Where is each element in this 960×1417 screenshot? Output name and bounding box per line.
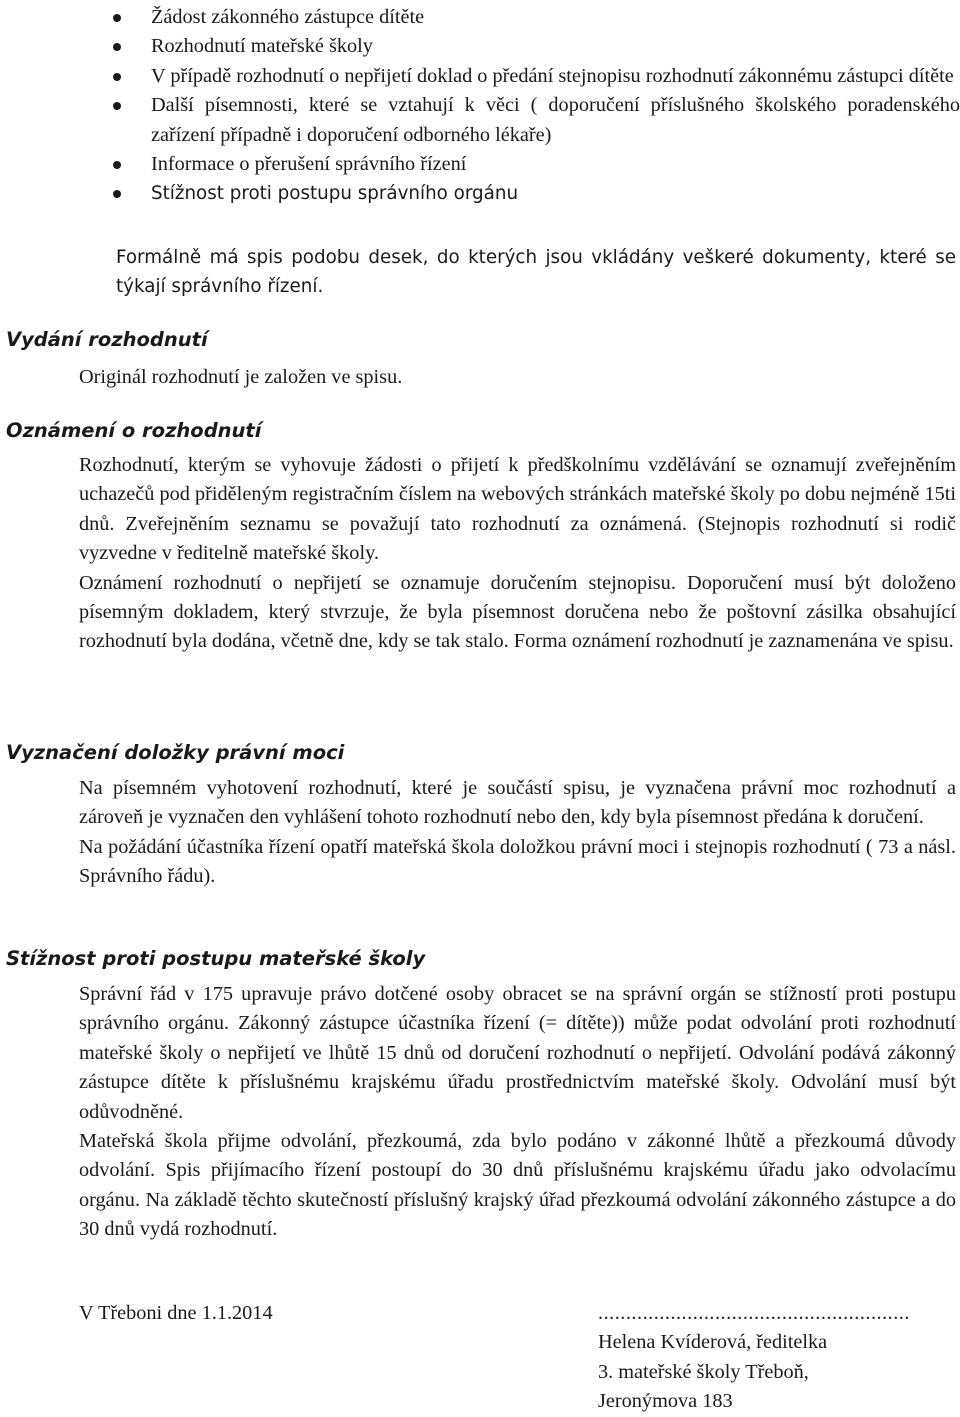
bullet-icon <box>113 14 121 22</box>
place-date: V Třeboni dne 1.1.2014 <box>79 1302 273 1324</box>
school-address: Jeronýmova 183 <box>598 1390 733 1413</box>
section-heading-vydani: Vydání rozhodnutí <box>6 328 208 351</box>
section-dolozka <box>79 774 956 892</box>
paragraph: Rozhodnutí, kterým se vyhovuje žádosti o přijetí k předškolnímu vzdělávání se oznamují zveřejněním uchazečů pod přiděleným registračním číslem na webových stránkách mateřské školy po dobu nejméně 15ti dnů. Zveřejněním seznamu se považují tato rozhodnutí za oznámená. (Stejnopis rozhodnutí si rodič vyzvedne v ředitelně mateřské školy. <box>79 454 956 565</box>
formal-note: Formálně má spis podobu desek, do kterých jsou vkládány veškeré dokumenty, které se týkají správního řízení. <box>116 247 956 298</box>
bullet-icon <box>113 102 121 110</box>
list-item: Rozhodnutí mateřské školy <box>0 32 960 61</box>
bullet-icon <box>113 190 121 198</box>
signature-block <box>598 1299 938 1417</box>
list-item: V případě rozhodnutí o nepřijetí doklad o předání stejnopisu rozhodnutí zákonnému zástupci dítěte <box>0 62 960 91</box>
paragraph: Originál rozhodnutí je založen ve spisu. <box>79 366 403 388</box>
bullet-icon <box>113 161 121 169</box>
list-item: Žádost zákonného zástupce dítěte <box>0 3 960 32</box>
bullet-icon <box>113 43 121 51</box>
paragraph: Oznámení rozhodnutí o nepřijetí se oznamuje doručením stejnopisu. Doporučení musí být doloženo písemným dokladem, který stvrzuje, že byla písemnost doručena nebo že poštovní zásilka obsahující rozhodnutí byla dodána, včetně dne, kdy se tak stalo. Forma oznámení rozhodnutí je zaznamenána ve spisu. <box>79 571 956 653</box>
section-stiznost <box>79 980 956 1245</box>
paragraph: Správní řád v 175 upravuje právo dotčené osoby obracet se na správní orgán se stížností proti postupu správního orgánu. Zákonný zástupce účastníka řízení (= dítěte)) může podat odvolání proti rozhodnutí mateřské školy o nepřijetí ve lhůtě 15 dnů od doručení rozhodnutí o nepřijetí. Odvolání podává zákonný zástupce dítěte k příslušnému krajskému úřadu prostřednictvím mateřské školy. Odvolání musí být odůvodněné. <box>79 983 956 1123</box>
section-oznameni <box>79 451 956 657</box>
bullet-icon <box>113 73 121 81</box>
section-heading-oznameni: Oznámení o rozhodnutí <box>6 419 262 442</box>
section-heading-stiznost: Stížnost proti postupu mateřské školy <box>6 947 426 970</box>
document-list <box>0 3 960 209</box>
paragraph: Na požádání účastníka řízení opatří mateřská škola doložkou právní moci i stejnopis rozhodnutí ( 73 a násl. Správního řádu). <box>79 835 956 888</box>
section-heading-dolozka: Vyznačení doložky právní moci <box>6 741 345 764</box>
paragraph: Mateřská škola přijme odvolání, přezkoumá, zda bylo podáno v zákonné lhůtě a přezkoumá důvody odvolání. Spis přijímacího řízení postoupí do 30 dnů příslušnému krajskému úřadu jako odvolacímu orgánu. Na základě těchto skutečností příslušný krajský úřad přezkoumá odvolání zákonného zástupce a do 30 dnů vydá rozhodnutí. <box>79 1130 956 1241</box>
section-vydani <box>79 363 956 392</box>
paragraph: Na písemném vyhotovení rozhodnutí, které je součástí spisu, je vyznačena právní moc rozhodnutí a zároveň je vyznačen den vyhlášení tohoto rozhodnutí nebo den, kdy byla písemnost předána k doručení. <box>79 777 956 829</box>
signer-name: Helena Kvíderová, ředitelka <box>598 1331 828 1354</box>
school-name: 3. mateřské školy Třeboň, <box>598 1360 809 1383</box>
list-item: Stížnost proti postupu správního orgánu <box>0 179 960 208</box>
signature-line: ........................................................ <box>598 1302 910 1324</box>
list-item: Další písemnosti, které se vztahují k věci ( doporučení příslušného školského poradenského zařízení případně i doporučení odborného lékaře) <box>0 91 960 150</box>
list-item: Informace o přerušení správního řízení <box>0 150 960 179</box>
